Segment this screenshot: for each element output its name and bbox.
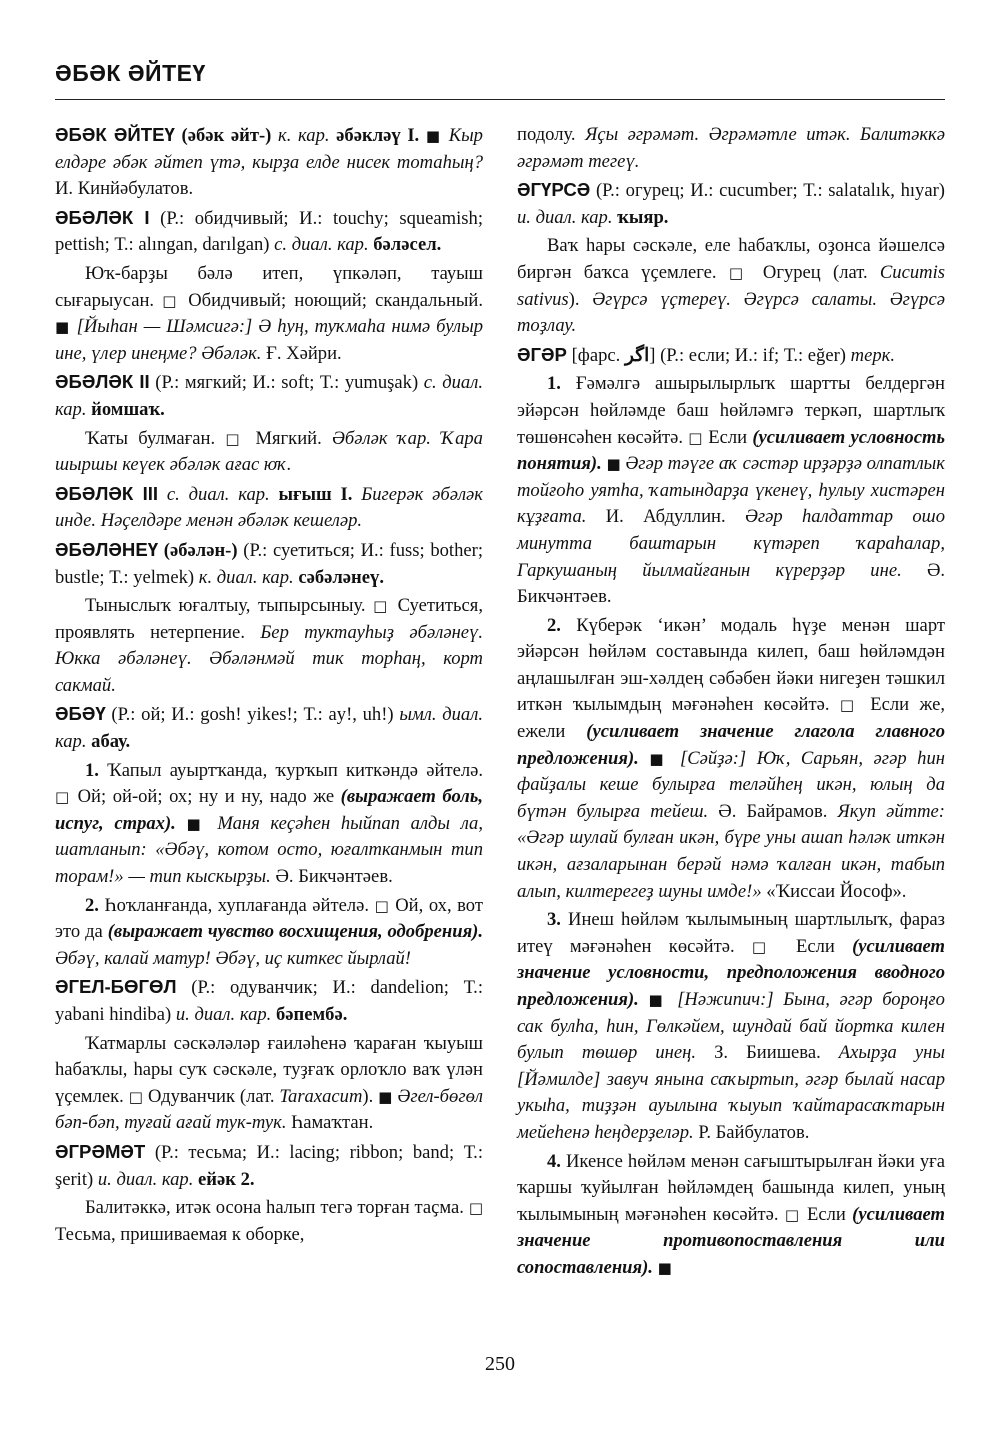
entry-abalak-3: ӘБӘЛӘК III с. диал. кар. ығыш I. Бигерәк әбәләк инде. Нәҫелдәре менән әбәләк кешеләр. <box>55 482 483 532</box>
arabic-script: اگر <box>624 344 650 366</box>
headword: ӘБӘК ӘЙТЕҮ <box>55 124 175 145</box>
white-square-icon: □ <box>839 696 860 715</box>
white-square-icon: □ <box>373 597 391 616</box>
entry-agar-sense-4: 4. Икенсе һөйләм менән сағыштырылған йәки уға ҡаршы ҡуйылған һөйләмдең башында килеп, уның ҡылымының мәғәнәһен көсәйтә. □ Если (усиливает значение противопоставления или сопоставления). ■ <box>517 1150 945 1278</box>
headword: ӘГРӘМӘТ <box>55 1140 146 1162</box>
headword: ӘБӘЛӘК II <box>55 371 150 393</box>
page-number: 250 <box>485 1353 515 1375</box>
headword: ӘБӘЛӘК III <box>55 482 159 504</box>
left-column <box>55 122 483 1250</box>
entry-agel-bogol: ӘГЕЛ-БӨГӨЛ (Р.: одуванчик; И.: dandelion; Т.: yabani hindiba) и. диал. кар. бәпембә. <box>55 976 483 1025</box>
entry-abalaneu: ӘБӘЛӘНЕҮ (әбәлән-) (Р.: суетиться; И.: fuss; bother; bustle; Т.: yelmek) к. диал. кар. сәбәләнеү. <box>55 538 483 588</box>
entry-abau-sense-1: 1. Ҡапыл ауыртҡанда, ҡурҡып киткәндә әйтелә. □ Ой; ой-ой; ох; ну и ну, надо же (выражает боль, испуг, страх). ■ Маня кеҫәһен һыйпап алды ла, шатланып: «Әбәү, котом осто, юғалтканмын тип торам!» — тип кыскырҙы. Ә. Бикчәнтәев. <box>55 759 484 888</box>
entry-abalak-2: ӘБӘЛӘК II (Р.: мягкий; И.: soft; Т.: yumuşak) с. диал. кар. йомшаҡ. <box>55 371 483 420</box>
entry-agramat-continuation: подолу. Яҫы әгрәмәт. Әгрәмәтле итәк. Балитәккә әгрәмәт тегеү. <box>517 124 945 172</box>
black-square-icon: ■ <box>378 1087 393 1106</box>
header-rule <box>55 99 945 100</box>
entry-agramat-definition: Балитәккә, итәк осона һалып тегә торған таҫма. □ Тесьма, пришиваемая к оборке, <box>55 1197 483 1245</box>
headword: ӘГӘР <box>517 343 567 365</box>
white-square-icon: □ <box>688 428 704 447</box>
running-header <box>55 60 945 87</box>
entry-agar: ӘГӘР [фарс. اگر] (Р.: если; И.: if; Т.: eğer) терк. <box>517 343 895 366</box>
entry-agurse: ӘГҮРСӘ (Р.: огурец; И.: cucumber; Т.: salatalık, hıyar) и. диал. кар. ҡыяр. <box>517 179 945 228</box>
black-square-icon: ■ <box>186 814 207 833</box>
black-square-icon: ■ <box>657 1258 672 1277</box>
entry-abau: ӘБӘҮ (Р.: ой; И.: gosh! yikes!; Т.: ay!, uh!) ымл. диал. кар. абау. <box>55 703 483 753</box>
black-square-icon: ■ <box>649 749 670 768</box>
entry-abalaneu-definition: Тыныслыҡ юғалтыу, тыпырсыныу. □ Суетиться, проявлять нетерпение. Бер туктауһыҙ әбәләнеү. Юкка әбәләнеү. Әбәләнмәй тик торһаң, корт сакмай. <box>55 595 483 696</box>
entry-abalak-1: ӘБӘЛӘК I (Р.: обидчивый; И.: touchy; squeamish; pettish; Т.: alıngan, darılgan) с. диал. кар. бәләсел. <box>55 206 484 256</box>
entry-agar-sense-1: 1. Ғәмәлгә ашырылырлыҡ шартты белдергән эйәрсән һөйләмде баш һөйләмгә теркәп, шартлыҡ төшөнсәһен көсәйтә. □ Если (усиливает условность понятия). ■ Әгәр тәүге аҡ сәстәр ирҙәрҙә олпатлык тойғоһо уятһа, ҡатындарҙа үкенеү, һулыу хистәрен кұҙғата. И. Абдуллин. Әгәр һалдаттар ошо минутта баштарын күтәреп ҡараһалар, Гаркушаның йылмайғанын күрерҙәр ине. Ә. Бикчәнтәев. <box>517 373 946 608</box>
headword: ӘБӘЛӘК I <box>55 206 150 228</box>
headword: ӘГЕЛ-БӨГӨЛ <box>55 976 177 998</box>
entry-abak-aiteu: ӘБӘК ӘЙТЕҮ (әбәк әйт-) к. кар. әбәкләү I. ■ Кыр елдәре әбәк әйтеп үтә, кырҙа елде нисек тотаһың? И. Кинйәбулатов. <box>55 124 483 200</box>
white-square-icon: □ <box>128 1087 144 1106</box>
white-square-icon: □ <box>784 1205 801 1224</box>
black-square-icon: ■ <box>606 455 621 474</box>
white-square-icon: □ <box>162 291 180 310</box>
header-title: ӘБӘК ӘЙТЕҮ <box>55 60 206 86</box>
right-column <box>517 122 945 1284</box>
black-square-icon: ■ <box>55 318 71 337</box>
black-square-icon: ■ <box>648 991 668 1009</box>
entry-agramat: ӘГРӘМӘТ (Р.: тесьма; И.: lacing; ribbon; band; Т.: şerit) и. диал. кар. ейәк 2. <box>55 1140 483 1190</box>
entry-abau-sense-2: 2. Һоҡланғанда, хуплағанда әйтелә. □ Ой, ох, вот это да (выражает чувство восхищения, одобрения). Әбәү, калай матур! Әбәү, иҫ киткес йырлай! <box>55 894 483 969</box>
white-square-icon: □ <box>468 1199 483 1218</box>
white-square-icon: □ <box>225 429 246 448</box>
headword: ӘБӘЛӘНЕҮ <box>55 538 159 560</box>
white-square-icon: □ <box>374 896 390 915</box>
white-square-icon: □ <box>55 788 72 807</box>
entry-agar-sense-3: 3. Инеш һөйләм ҡылымының шартлылыҡ, фараз итеү мәғәнәһен көсәйтә. □ Если (усиливает значение условности, предположения вводного предложения). ■ [Нәжипич:] Бына, әгәр бороңғо сак булһа, һин, Гөлкәйем, шундай бай йортка килен булып төшөр инең. З. Биишева. Ахырҙа уны [Йәмилде] завуч янына саҡыртып, әгәр былай насар укыһа, тиҙҙән ауылына ҡыуып ҡайтарасаҡтарын мейеһенә һеңдерҙеләр. Р. Байбулатов. <box>517 909 945 1143</box>
black-square-icon: ■ <box>425 127 443 145</box>
entry-abalak-1-definition: Юҡ-барҙы бәлә итеп, үпкәләп, тауыш сығарыусан. □ Обидчивый; ноющий; скандальный. ■ [Йыһан — Шәмсигә:] Ә һуң, туҡмаһа нимә булыр ине, үлер инеңме? Әбәләк. Ғ. Хәйри. <box>55 262 483 364</box>
headword: ӘГҮРСӘ <box>517 179 591 201</box>
entry-abalak-2-definition: Ҡаты булмаған. □ Мягкий. Әбәләк ҡар. Ҡара шыршы кеүек әбәләк ағас юҡ. <box>55 427 483 476</box>
entry-agar-sense-2: 2. Күберәк ‘икән’ модаль һүҙе менән шарт эйәрсән һөйләм составында килеп, баш һөйләмдән аңлашылған эш-хәлдең сәбәбен йәки нигеҙен тәшкил иткән ҡылымдың мәғәнәһен көсәйтә. □ Если же, ежели (усиливает значение глагола главного предложения). ■ [Сәйҙә:] Юҡ, Сарьян, әгәр һин файҙалы кеше булырға теләйһең икән, юлың да бүтән булырға тейеш. Ә. Байрамов. Якуп әйтте: «Әгәр шулай булған икән, бүре уны ашап һәләк иткән икән, ағзаларынан берәй нәмә ҡалған икән, табып алып, килтерегеҙ шуны имде!» «Ҡиссаи Йософ». <box>517 614 945 902</box>
white-square-icon: □ <box>728 263 751 282</box>
white-square-icon: □ <box>751 937 779 956</box>
entry-agurse-definition: Ваҡ һары сәскәле, еле һабаҡлы, оҙонса йәшелсә биргән баҡса үҫемлеге. □ Огурец (лат. Cucumis sativus). Әгүрсә үҫтереү. Әгүрсә салаты. Әгүрсә тоҙлау. <box>517 235 945 337</box>
headword: ӘБӘҮ <box>55 703 106 725</box>
entry-agel-bogol-definition: Ҡатмарлы сәскәләләр ғаиләһенә ҡараған ҡыуыш һабаҡлы, һары суҡ сәскәле, туҙғаҡ орлоҡло ваҡ үлән үҫемлек. □ Одуванчик (лат. Taraxacum). ■ Әгел-бөгөл бәп-бәп, туғай ағай тук-тук. Һамаҡтан. <box>55 1032 483 1134</box>
